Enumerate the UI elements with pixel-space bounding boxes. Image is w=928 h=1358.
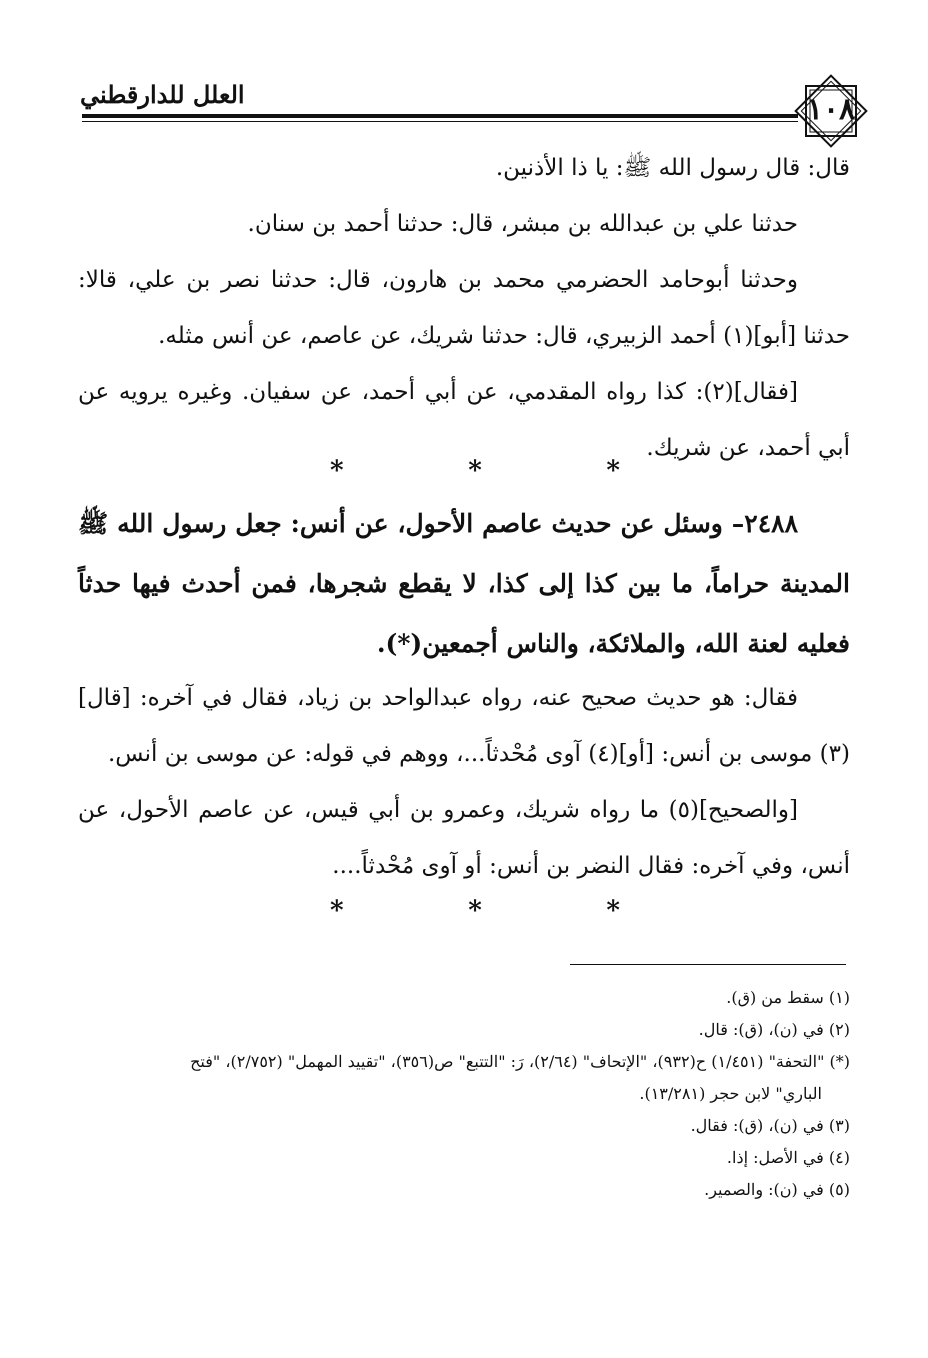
footnote: (٥) في (ن): والصمير. [704,1180,850,1199]
footnote: (*) "التحفة" (١/٤٥١) ح(٩٣٢)، "الإتحاف" (٢/٦٤)، رَ: "التتبع" ص(٣٥٦)، "تقييد المهمل" (٢/٧٥٢)، "فتح [190,1052,850,1071]
paragraph-hadith-quote: قال: قال رسول الله ﷺ: يا ذا الأذنين. [495,155,850,181]
paragraph-answer-1: فقال: هو حديث صحيح عنه، رواه عبدالواحد بن زياد، فقال في آخره: [قال](٣) موسى بن أنس: [أو](٤) آوى مُحْدثاً...، ووهم في قوله: عن موسى بن أنس. [78,685,850,767]
entry-question-2488: ٢٤٨٨– وسئل عن حديث عاصم الأحول، عن أنس: جعل رسول الله ﷺ المدينة حراماً، ما بين كذا إلى كذا، لا يقطع شجرها، فمن أحدث فيها حدثاً فعليه لعنة الله، والملائكة، والناس أجمعين(*). [78,509,850,658]
running-header-title: العلل للدارقطني [80,80,245,109]
page-number: ١٠٨ [806,92,856,127]
separator-star: * [330,896,344,926]
header-rule-thin [82,121,798,122]
opening-text-block [78,140,850,476]
header-rule-thick [82,114,798,118]
footnotes [78,982,850,1206]
separator-star: * [468,896,482,926]
separator-star: * [606,456,620,486]
footnote: (١) سقط من (ق). [726,988,850,1007]
section-separator [330,896,620,926]
footnote: (٤) في الأصل: إذا. [726,1148,850,1167]
footnote: (٣) في (ن)، (ق): فقال. [690,1116,850,1135]
section-separator [330,456,620,486]
footnote: (٢) في (ن)، (ق): قال. [698,1020,850,1039]
footnote-separator-rule [570,964,846,965]
separator-star: * [468,456,482,486]
separator-star: * [606,896,620,926]
separator-star: * [330,456,344,486]
answer-text-block [78,670,850,894]
paragraph-isnad-2: وحدثنا أبوحامد الحضرمي محمد بن هارون، قال: حدثنا نصر بن علي، قالا: حدثنا [أبو](١) أحمد الزبيري، قال: حدثنا شريك، عن عاصم، عن أنس مثله. [78,267,850,349]
paragraph-isnad-1: حدثنا علي بن عبدالله بن مبشر، قال: حدثنا أحمد بن سنان. [247,211,798,237]
paragraph-commentary: [فقال](٢): كذا رواه المقدمي، عن أبي أحمد، عن سفيان. وغيره يرويه عن أبي أحمد، عن شريك. [78,379,850,461]
paragraph-answer-2: [والصحيح](٥) ما رواه شريك، وعمرو بن أبي قيس، عن عاصم الأحول، عن أنس، وفي آخره: فقال النضر بن أنس: أو آوى مُحْدثاً.... [78,797,850,879]
footnote-continuation: الباري" لابن حجر (١٣/٢٨١). [639,1084,822,1103]
